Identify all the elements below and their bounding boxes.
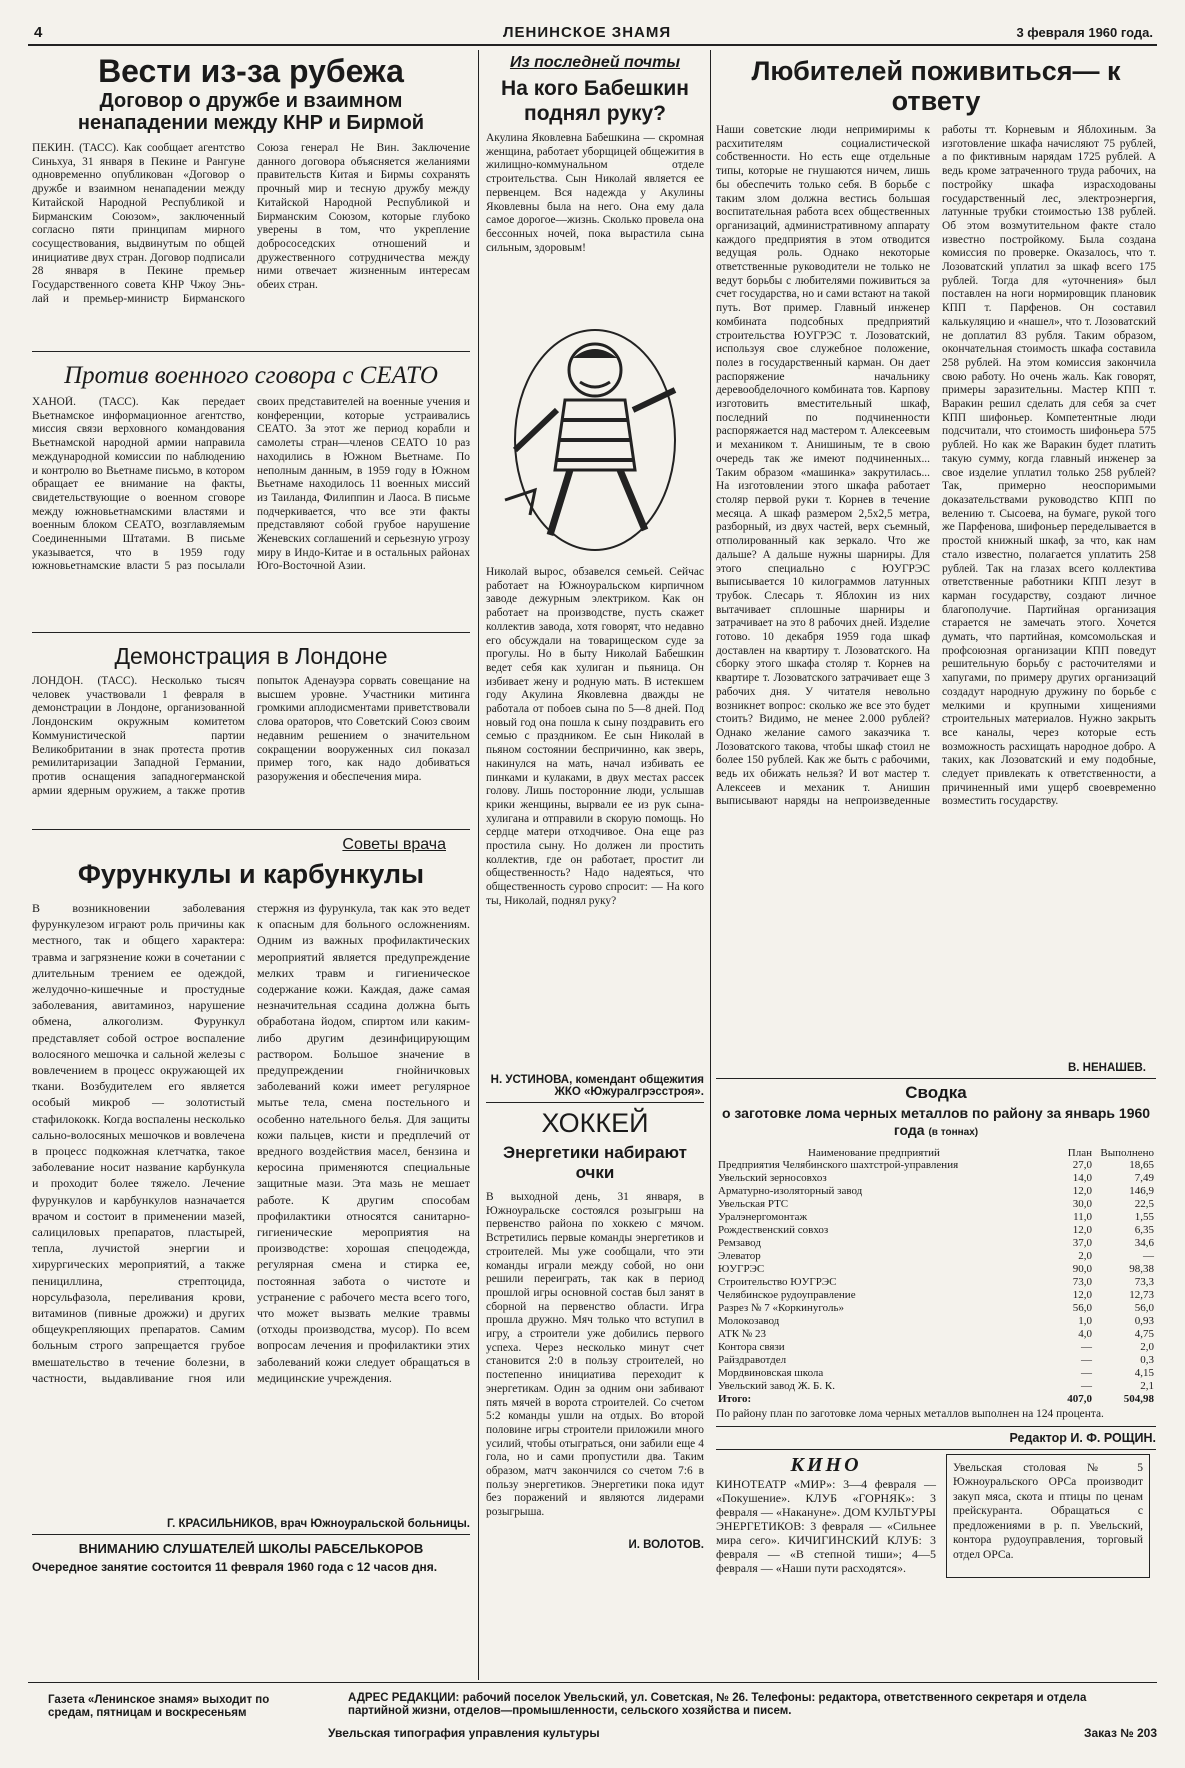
plan-cell: — bbox=[1081, 1341, 1092, 1353]
plan-cell: — bbox=[1081, 1367, 1092, 1379]
article-body: ХАНОЙ. (ТАСС). Как передает Вьетнамское информационное агентство, миссия связи верховного командования Вьетнамской народной армии направила международной комиссии по наблюдению и контролю во Вьетнаме письмо, в котором обращает ее внимание на факты, свидетельствующие о военном сговоре между южновьетнамскими властями и военным блоком СЕАТО, возглавляемым Соединенными Штатами. В письме указывается, что в 1959 году южновьетнамские власти 5 раз посылали своих представителей на военные учения и конференции, которые устраивались СЕАТО. За этот же период корабли и самолеты стран—членов СЕАТО 10 раз находились в Южном Вьетнаме. По неполным данным, в 1959 году в Южном Вьетнаме находилось 11 военных миссий из Таиланда, Филиппин и Лаоса. В письме подчеркивается, что все эти факты представляют собой грубое нарушение Женевских соглашений и серьезную угрозу миру в Индо-Китае и в остальных районах Юго-Восточной Азии. bbox=[32, 396, 470, 573]
plan-cell: 1,0 bbox=[1078, 1315, 1092, 1327]
completed-cell: 98,38 bbox=[1129, 1263, 1154, 1275]
enterprise-name-cell: Элеватор bbox=[718, 1250, 761, 1262]
divider bbox=[32, 1534, 470, 1535]
plan-cell: 90,0 bbox=[1072, 1263, 1092, 1275]
cinema-title: КИНО bbox=[790, 1453, 862, 1476]
newspaper-title: ЛЕНИНСКОЕ ЗНАМЯ bbox=[503, 24, 672, 41]
enterprise-name-cell: Разрез № 7 «Коркинуголь» bbox=[718, 1302, 844, 1314]
table-row bbox=[716, 1250, 1156, 1263]
middle-column bbox=[486, 50, 704, 1678]
completed-cell: 2,1 bbox=[1140, 1380, 1154, 1392]
completed-cell: 0,93 bbox=[1134, 1315, 1154, 1327]
completed-cell: 2,0 bbox=[1140, 1341, 1154, 1353]
plan-cell: 4,0 bbox=[1078, 1328, 1092, 1340]
plan-cell: 30,0 bbox=[1072, 1198, 1092, 1210]
enterprise-name-cell: Челябинское рудоуправление bbox=[718, 1289, 856, 1301]
divider bbox=[716, 1449, 1156, 1450]
completed-cell: 56,0 bbox=[1134, 1302, 1154, 1314]
completed-cell: 73,3 bbox=[1134, 1276, 1154, 1288]
plan-cell: 14,0 bbox=[1072, 1172, 1092, 1184]
completed-cell: 4,15 bbox=[1134, 1367, 1154, 1379]
completed-cell: 6,35 bbox=[1134, 1224, 1154, 1236]
article-title: Фурункулы и карбункулы bbox=[77, 859, 425, 889]
right-column bbox=[716, 50, 1156, 1678]
column-divider bbox=[710, 50, 711, 1390]
plan-cell: 12,0 bbox=[1072, 1224, 1092, 1236]
article-kicker: Советы врача bbox=[342, 836, 446, 853]
enterprise-name-cell: Ремзавод bbox=[718, 1237, 761, 1249]
article-title: Любителей поживиться— к ответу bbox=[751, 56, 1121, 116]
table-row bbox=[716, 1354, 1156, 1367]
section-title: Вести из-за рубежа bbox=[98, 53, 404, 89]
notice-text: Очередное занятие состоится 11 февраля 1960 года с 12 часов дня. bbox=[32, 1560, 438, 1574]
table-row bbox=[716, 1211, 1156, 1224]
article-body: Акулина Яковлевна Бабешкина — скромная женщина, работает уборщицей общежития в жилищно-коммунальном отделе строительства. Сын Николай является ее первенцем. Вся надежда у Акулины Яковлевны была на него. Она ему дала самое дорогое—жизнь. Сколько провела она бессонных ночей, пока вырастила сына сильным, здоровым! bbox=[486, 132, 704, 254]
column-divider bbox=[478, 50, 479, 1680]
enterprise-name-cell: Увельский зерносовхоз bbox=[718, 1172, 827, 1184]
column-header: План bbox=[1067, 1147, 1092, 1159]
article-body: В возникновении заболевания фурункулезом играют роль причины как местного, так и общего характера: травма и загрязнение кожи в сочетании с длительным трением ее одеждой, желудочно-кишечные и простудные заболевания, авитаминоз, нарушение обмена, алкоголизм. Фурункул представляет собой острое воспаление волосяного мешочка и сальной железы с вовлечением в процесс окружающей их ткани. Возбудителем его является особый микроб — золотистый стафилококк. Когда воспалены несколько сально-волосяных мешочков и вовлечена в процесс подкожная клетчатка, такое заболевание носит название карбункула и проходит более тяжело. Лечение фурункулов и карбункулов назначается врачом и состоит в применении мазей, салициловых препаратов, пластырей, тепла, лучистой энергии и хирургических мероприятий, а также пенициллина, стрептоцида, норсульфазола, переливания крови, витаминов (пивные дрожжи) и других общеукрепляющих препаратов. Самим больным строго запрещается грубое вмешательство в течение болезни, в частности, выдавливание гноя или стержня из фурункула, так как это ведет к опасным для больного осложнениям. Одним из важных профилактических мероприятий является предупреждение мелких травм и гигиеническое содержание кожи. Каждая, даже самая незначительная ссадина должна быть обработана йодом, спиртом или каким-либо другим дезинфицирующим раствором. Большое значение в предупреждении гнойничковых заболеваний кожи имеет регулярное мытье тела, смена постельного и особенно нательного белья. Для защиты кожи пальцев, кисти и предплечий от вредного воздействия масел, бензина и керосина применяются специальные защитные мази. Эта мазь не мешает работе. К другим способам профилактики относятся санитарно-гигиенические мероприятия на производстве: хорошая спецодежда, регулярная смена и стирка ее, постоянная забота о чистоте и устранение с рабочего места всего того, что может вызвать мелкие травмы (отходы производства, мусор). По всем вопросам лечения и профилактики этих заболеваний кожи следует обращаться в медицинские учреждения. bbox=[32, 901, 470, 1385]
completed-cell: 0,3 bbox=[1140, 1354, 1154, 1366]
completed-cell: 34,6 bbox=[1134, 1237, 1154, 1249]
completed-cell: 18,65 bbox=[1129, 1159, 1154, 1171]
article-title: На кого Бабешкин поднял руку? bbox=[501, 77, 689, 125]
table-row bbox=[716, 1328, 1156, 1341]
table-row bbox=[716, 1276, 1156, 1289]
page-number: 4 bbox=[34, 24, 43, 41]
enterprise-name-cell: Рождественский совхоз bbox=[718, 1224, 829, 1236]
table-row bbox=[716, 1367, 1156, 1380]
article-signature: И. ВОЛОТОВ. bbox=[628, 1539, 704, 1551]
cinema-listing bbox=[716, 1454, 936, 1578]
enterprise-name-cell: АТК № 23 bbox=[718, 1328, 767, 1340]
order-number: Заказ № 203 bbox=[1083, 1726, 1157, 1740]
article-title: Договор о дружбе и взаимном ненападении между КНР и Бирмой bbox=[77, 90, 425, 134]
plan-cell: 12,0 bbox=[1072, 1289, 1092, 1301]
enterprise-name-cell: Предприятия Челябинского шахтстрой-управления bbox=[718, 1159, 959, 1171]
enterprise-name-cell: Строительство ЮУГРЭС bbox=[718, 1276, 837, 1288]
plan-cell: 11,0 bbox=[1073, 1211, 1092, 1223]
table-row bbox=[716, 1380, 1156, 1393]
plan-cell: 407,0 bbox=[1067, 1393, 1092, 1405]
editor-line: Редактор И. Ф. РОЩИН. bbox=[1009, 1430, 1156, 1445]
article-body: В выходной день, 31 января, в Южноуральске состоялся розыгрыш на первенство района по хоккею с мячом. Встретились первые команды энергетиков и строителей. Мы уже сообщали, что эти команды играли между собой, но они решили переиграть, так как в период прошлой игры основной состав был занят в сборной на первенство области. Игра прошла дружно. Мяч только что вступил в игру, а строители уже добились первого успеха. Через несколько минут счет становится 2:0 в пользу строителей, но постепенно инициатива переходит к энергетикам. Один за одним они забивают пять мячей в ворота строителей. Со счетом 5:2 команды ушли на отдых. Во второй половине игры строители приложили много усилий, чтобы отыграться, они забили еще 4 гола, но и сами пропустили два. Таким образом, матч закончился со счетом 7:6 в пользу энергетиков. Энергетики пока идут без поражений и являются лидерами розыгрыша. bbox=[486, 1191, 704, 1519]
divider bbox=[32, 351, 470, 352]
plan-cell: 37,0 bbox=[1072, 1237, 1092, 1249]
scrap-metal-table bbox=[716, 1147, 1156, 1406]
article-title: ХОККЕЙ bbox=[541, 1108, 649, 1138]
article-title: Демонстрация в Лондоне bbox=[114, 643, 388, 669]
enterprise-name-cell: Молокозавод bbox=[718, 1315, 780, 1327]
divider bbox=[486, 1102, 704, 1103]
table-row bbox=[716, 1159, 1156, 1172]
table-title: Сводка bbox=[905, 1083, 967, 1102]
table-row bbox=[716, 1198, 1156, 1211]
page-footer bbox=[28, 1688, 1157, 1743]
table-row bbox=[716, 1263, 1156, 1276]
plan-cell: 2,0 bbox=[1078, 1250, 1092, 1262]
plan-cell: 73,0 bbox=[1072, 1276, 1092, 1288]
article-body: ЛОНДОН. (ТАСС). Несколько тысяч человек участвовали 1 февраля в демонстрации в Лондоне, организованной Лондонским окружным комитетом Коммунистической партии Великобритании в знак протеста против ремилитаризации Западной Германии, против оснащения западногерманской армии ядерным оружием, а также против попыток Аденауэра сорвать совещание на высшем уровне. Участники митинга громкими аплодисментами приветствовали слова ораторов, что Советский Союз своим недавним решением о значительном сокращении вооруженных сил показал пример того, как надо добиваться разоружения и обеспечения мира. bbox=[32, 675, 470, 797]
article-body: ПЕКИН. (ТАСС). Как сообщает агентство Синьхуа, 31 января в Пекине и Рангуне одновременно опубликован «Договор о дружбе и взаимном ненападении между Китайской Народной Республикой и Бирманским Союзом», заключенный согласно пяти принципам мирного сосуществования, выдвинутым по общей инициативе двух стран. Договор подписали 28 января в Пекине премьер Государственного совета КНР Чжоу Энь-лай и премьер-министр Бирманского Союза генерал Не Вин. Заключение данного договора объясняется желаниями правительств Китая и Бирмы сохранять прочный мир и тесную дружбу между Китайской Народной Республикой и Бирманским Союзом, которые глубоко уверены в том, что укрепление добрососедских отношений и дружественного сотрудничества между ними отвечает жизненным интересам обеих стран. bbox=[32, 142, 470, 305]
plan-cell: — bbox=[1081, 1354, 1092, 1366]
table-row bbox=[716, 1224, 1156, 1237]
printer-line: Увельская типография управления культуры bbox=[328, 1726, 600, 1740]
table-row bbox=[716, 1172, 1156, 1185]
section-kicker: Из последней почты bbox=[509, 54, 681, 71]
advertisement-box bbox=[946, 1454, 1150, 1578]
enterprise-name-cell: Увельский завод Ж. Б. К. bbox=[718, 1380, 835, 1392]
article-subtitle: Энергетики набирают очки bbox=[503, 1143, 687, 1182]
left-column bbox=[32, 50, 470, 1678]
completed-cell: 22,5 bbox=[1134, 1198, 1154, 1210]
article-signature: В. НЕНАШЕВ. bbox=[1067, 1062, 1146, 1074]
enterprise-name-cell: Райздравотдел bbox=[718, 1354, 787, 1366]
advertisement-text: Увельская столовая № 5 Южноуральского ОРСа производит закуп мяса, скота и птицы по ценам прейскуранта. Обращаться с предложениями в р. п. Увельский, контора рудоуправления, торговый отдел ОРСа. bbox=[953, 1461, 1143, 1561]
editorial-address: АДРЕС РЕДАКЦИИ: рабочий поселок Увельский, ул. Советская, № 26. Телефоны: редактора, ответственного секретаря и отдела партийной жизни, отделов—промышленности, сельского хозяйства и писем. bbox=[348, 1692, 1087, 1717]
enterprise-name-cell: ЮУГРЭС bbox=[718, 1263, 765, 1275]
page-header bbox=[28, 22, 1157, 46]
plan-cell: — bbox=[1081, 1380, 1092, 1392]
table-body bbox=[716, 1159, 1156, 1406]
enterprise-name-cell: Мордвиновская школа bbox=[718, 1367, 824, 1379]
cartoon-illustration bbox=[495, 300, 695, 560]
enterprise-name-cell: Увельская РТС bbox=[718, 1198, 789, 1210]
completed-cell: — bbox=[1143, 1250, 1154, 1262]
divider bbox=[716, 1426, 1156, 1427]
completed-cell: 146,9 bbox=[1129, 1185, 1154, 1197]
completed-cell: 1,55 bbox=[1134, 1211, 1154, 1223]
notice-title: ВНИМАНИЮ СЛУШАТЕЛЕЙ ШКОЛЫ РАБСЕЛЬКОРОВ bbox=[78, 1541, 424, 1556]
article-title: Против военного сговора с СЕАТО bbox=[64, 362, 438, 389]
divider bbox=[716, 1078, 1156, 1079]
cinema-text: КИНОТЕАТР «МИР»: 3—4 февраля — «Покушение». КЛУБ «ГОРНЯК»: 3 февраля — «Накануне». ДОМ КУЛЬТУРЫ ЭНЕРГЕТИКОВ: 3 февраля — «Сильнее мира сего». КИЧИГИНСКИЙ КЛУБ: 3 февраля — «В степной тиши»; 4—5 февраля — «Наши пути расходятся». bbox=[716, 1476, 936, 1575]
article-body: Николай вырос, обзавелся семьей. Сейчас работает на Южноуральском кирпичном заводе дежурным электриком. Как он работает на производстве, пусть скажет коллектив завода, хотя говорят, что недавно его обсуждали на товарищеском суде за прогулы. Но в быту Николай Бабешкин ведет себя как хулиган и пьяница. Он избивает жену и родную мать. В истекшем году Акулина Яковлевна дважды не работала от побоев сына по 5—8 дней. Под новый год она пошла к сыну поздравить его семью с праздником. Ее сын Николай в пьяном состоянии беспричинно, как зверь, накинулся на мать, начал избивать ее пинками и кулаками, в двух местах рассек голову. Лишь посторонние люди, услышав крики женщины, вырвали ее из рук сына-хулигана и отправили в скорую помощь. Но сердце матери отходчивое. Она еще раз простила сыну. Но должен ли простить коллектив, где он работает, простит ли общественность? Надо надеяться, что общественность сурово спросит: — На кого ты, Николай, поднял руку? bbox=[486, 566, 704, 907]
article-signature: Г. КРАСИЛЬНИКОВ, врач Южноуральской больницы. bbox=[167, 1518, 470, 1530]
plan-cell: 12,0 bbox=[1072, 1185, 1092, 1197]
table-row bbox=[716, 1393, 1156, 1406]
article-body: Наши советские люди непримиримы к расхитителям социалистической собственности. Но есть еще отдельные типы, которые не гнушаются ничем, лишь бы обеспечить только себя. В борьбе с таким злом должна вестись большая воспитательная работа всех общественных организаций, административному аппарату каждого предприятия в этом отводится ведущая роль. Однако некоторые ответственные руководители не только не ведут борьбы с любителями поживиться за счет государства, но и сами встают на такой путь. Вот пример. Главный инженер комбината подсобных предприятий строительства ЮУГРЭС т. Лозоватский, используя свое служебное положение, полез в государственный карман. Он дает распоряжение начальнику деревообделочного комбината тов. Карпову изготовить вместительный шкаф, последний по подчиненности распоряжается над мастером т. Алексеевым и механиком т. Анишиным, те в свою очередь так же имеют подчиненных... Таким образом «машинка» закрутилась... На изготовлении этого шкафа работает столяр первой руки т. Корнев в течение месяца. А шкаф размером 2,5х2,5 метра, разборный, из двух частей, верх съемный, отполированный как зеркало. Что же дальше? А дальше нужны шарниры. Для этого специально с ЮУГРЭС выписывается 10 килограммов латунных трубок. Слесарь т. Яблохин из них вытачивает сплошные шарниры и затрачивает на это 8 рабочих дней. Изделие готово. 10 декабря 1959 года шкаф доставлен на квартиру т. Лозоватского. На сборку этого шкафа столяр т. Корнев на квартире т. Лозоватского затрачивает еще 3 рабочих дня. У читателя невольно возникнет вопрос: сколько же все это будет стоить? Видимо, не менее 2.000 рублей? Однако желание самого заказчика т. Лозоватского такова, чтобы шкаф стоил не более 150 рублей. Как же быть с рабочими, ведь их обижать нельзя? И вот мастер т. Алексеев и механик т. Анишин выписывают наряды на непроизведенные работы тт. Корневым и Яблохиным. За изготовление шкафа начисляют 75 рублей, а по фиктивным нарядам 1725 рублей. А ведь кроме затраченного труда рабочих, на постройку шкафа израсходованы государственный лес, электроэнергия, латунные трубки стоимостью 138 рублей. Об этом возмутительном факте стало известно постройкому. Была создана комиссия по проверке. Оказалось, что т. Лозоватский уплатил за шкаф всего 175 рублей. Тогда для «уточнения» был поставлен на ноги нормировщик плановик КПП т. Парфенов. Он составил калькуляцию и «нашел», что т. Лозоватский не доплатил 83 рубля. Таким образом, окончательная стоимость шкафа составила 258 рублей. На этом комиссия закончила свою работу. Но очень жаль. Как говорят, примеры заразительны. Мастер КПП т. Варакин решил сделать для себя за счет КПП шифоньер. Компетентные люди подсчитали, что стоимость шифоньера 575 рублей. Но как же Варакин будет платить такую сумму, когда главный инженер за свое изделие уплатил только 258 рублей? Так, примерно неоспоримыми доказательствами руководство КПП по велению т. Сысоева, на бумаге, рукой того же Парфенова, шифоньер переделывается в простой книжный шкаф, за что, как нам стало известно, полагается уплатить 258 рублей. Так на глазах всего коллектива ответственные работники КПП лезут в карман государству, создают личное благополучие. Партийная организация старается не замечать этого. Хочется думать, что партийная, комсомольская и профсоюзная организации КПП поведут решительную борьбу с расточителями и хапугами, по примеру других организаций создадут народную дружину по борьбе с мелкими и крупными хищениями строительных материалов. Нужно закрыть все каналы, через которые есть возможность расхищать народное добро. А таких, как Лозоватский и ему подобные, следует привлекать к ответственности, а причиненный ими ущерб своевременно возместить государству. bbox=[716, 124, 1156, 808]
column-header: Наименование предприятий bbox=[808, 1147, 940, 1159]
completed-cell: 504,98 bbox=[1123, 1393, 1154, 1405]
enterprise-name-cell: Итого: bbox=[718, 1393, 752, 1405]
publication-schedule: Газета «Ленинское знамя» выходит по средам, пятницам и воскресеньям bbox=[48, 1694, 270, 1719]
table-row bbox=[716, 1185, 1156, 1198]
table-row bbox=[716, 1289, 1156, 1302]
plan-cell: 56,0 bbox=[1072, 1302, 1092, 1314]
issue-date: 3 февраля 1960 года. bbox=[1016, 25, 1153, 40]
table-note: По району план по заготовке лома черных металлов выполнен на 124 процента. bbox=[716, 1408, 1104, 1420]
completed-cell: 7,49 bbox=[1134, 1172, 1154, 1184]
table-header-row bbox=[716, 1147, 1156, 1159]
plan-cell: 27,0 bbox=[1072, 1159, 1092, 1171]
article-signature: Н. УСТИНОВА, комендант общежития ЖКО «Южуралгрэсстроя». bbox=[490, 1074, 704, 1098]
table-row bbox=[716, 1341, 1156, 1354]
enterprise-name-cell: Арматурно-изоляторный завод bbox=[718, 1185, 863, 1197]
column-header: Выполнено bbox=[1100, 1147, 1154, 1159]
enterprise-name-cell: Контора связи bbox=[718, 1341, 785, 1353]
table-row bbox=[716, 1315, 1156, 1328]
divider bbox=[32, 632, 470, 633]
completed-cell: 4,75 bbox=[1134, 1328, 1154, 1340]
table-row bbox=[716, 1237, 1156, 1250]
table-subtitle: о заготовке лома черных металлов по району за январь 1960 года (в тоннах) bbox=[721, 1105, 1151, 1138]
divider bbox=[32, 829, 470, 830]
completed-cell: 12,73 bbox=[1129, 1289, 1154, 1301]
table-row bbox=[716, 1302, 1156, 1315]
footer-rule bbox=[28, 1682, 1157, 1683]
enterprise-name-cell: Уралэнергомонтаж bbox=[718, 1211, 808, 1223]
